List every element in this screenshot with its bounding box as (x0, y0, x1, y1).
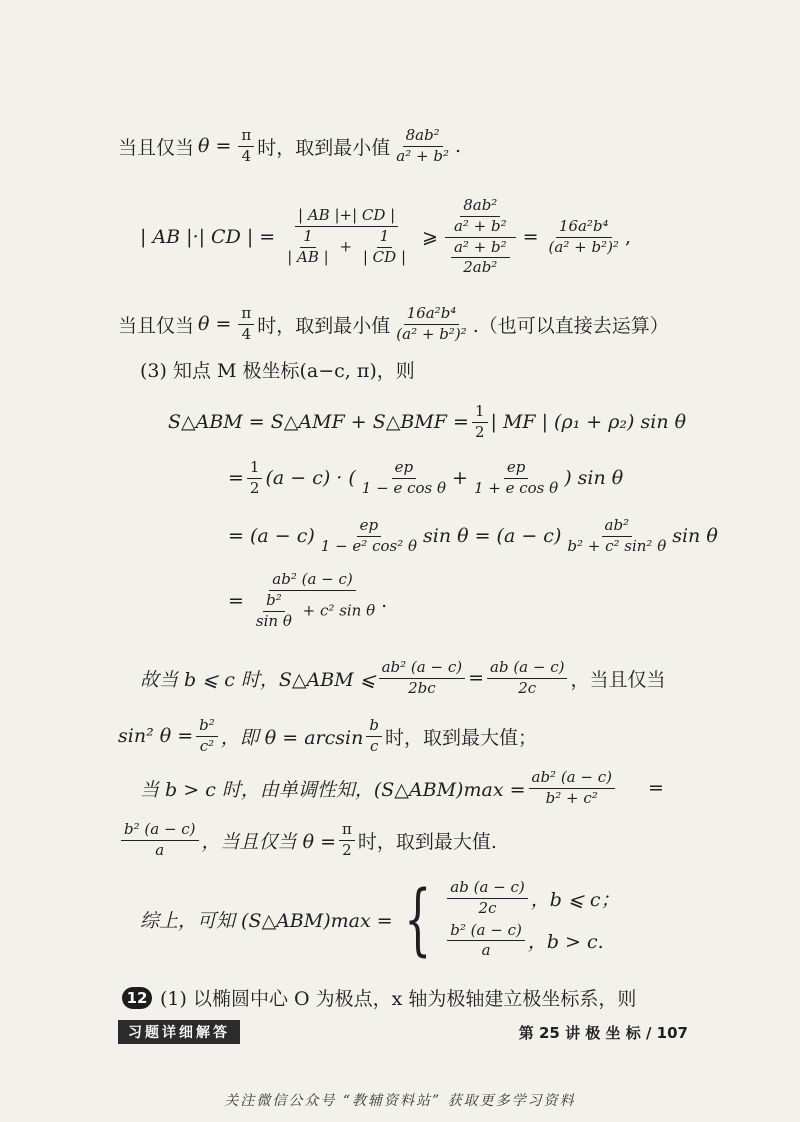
text: 时，取到最大值. (357, 830, 497, 853)
fraction (121, 822, 199, 859)
text: 当且仅当 (118, 136, 195, 159)
math: + c² sin θ (302, 601, 376, 619)
fraction-compound (445, 198, 516, 276)
denominator (247, 591, 378, 630)
denominator: 2 (249, 478, 260, 497)
numerator: 8ab² (403, 128, 443, 147)
footer-page-info: 第 25 讲 极 坐 标 / 107 (518, 1024, 688, 1042)
denominator: a² + b² (453, 216, 507, 235)
fraction (393, 128, 452, 165)
numerator: 1 (377, 229, 393, 248)
denominator: c (369, 736, 379, 755)
numerator: π (238, 306, 254, 325)
fraction-big (278, 208, 415, 265)
text: (3) 知点 M 极坐标(a−c, π)，则 (140, 360, 415, 382)
fraction-pi-2 (339, 822, 355, 859)
numerator: b (366, 718, 382, 737)
line-11 (140, 770, 664, 807)
fraction (196, 718, 218, 755)
math: ，即 θ = arcsin (220, 726, 364, 749)
line-10 (118, 718, 537, 755)
numerator: ab (a − c) (487, 660, 567, 679)
fraction (359, 460, 449, 497)
fraction (447, 880, 527, 917)
fraction (318, 518, 420, 555)
denominator: a² + b² (396, 146, 449, 165)
fraction (487, 660, 567, 697)
numerator: ep (357, 518, 381, 537)
fraction (451, 237, 510, 277)
denominator: a (155, 840, 165, 859)
problem-number-badge: 12 (122, 987, 152, 1009)
numerator: b² (263, 593, 285, 612)
fraction (451, 198, 510, 235)
plus: + (339, 237, 353, 256)
equals: = (522, 226, 539, 248)
fraction-half (472, 404, 488, 441)
text: .（也可以直接去运算） (472, 314, 669, 337)
plus: + (452, 467, 468, 490)
watermark-text: 关注微信公众号 “教辅资料站” 获取更多学习资料 (224, 1093, 576, 1109)
denominator: 2c (478, 898, 497, 917)
numerator: b² (a − c) (447, 923, 525, 942)
text: ，当且仅当 (570, 668, 666, 691)
denominator: (a² + b²)² (548, 237, 619, 256)
numerator: π (339, 822, 355, 841)
math: (a − c) · ( (265, 467, 356, 490)
fraction (366, 718, 382, 755)
numerator: ab² (a − c) (529, 770, 615, 789)
math: sin θ (672, 525, 718, 548)
text: 时，取到最小值 (257, 136, 391, 159)
denominator: 2 (342, 840, 352, 859)
denominator: (a² + b²)² (396, 324, 467, 343)
geq: ⩾ (422, 226, 438, 248)
math: S△ABM = S△AMF + S△BMF = (168, 411, 469, 434)
fraction (360, 229, 409, 266)
denominator: | AB | (287, 247, 329, 266)
math: ) sin θ (564, 467, 624, 490)
numerator: 16a²b⁴ (404, 306, 460, 325)
fraction-pi-4 (238, 306, 254, 343)
text: 时，取到最小值 (257, 314, 391, 337)
text: . (454, 135, 462, 158)
numerator: ab² (602, 518, 633, 537)
fraction (284, 229, 332, 266)
denominator: 4 (241, 146, 252, 165)
numerator: ab (a − c) (447, 880, 527, 899)
numerator: 1 (247, 460, 263, 479)
numerator: b² (a − c) (121, 822, 199, 841)
fraction (379, 660, 465, 697)
math: sin θ = (a − c) (423, 525, 562, 548)
math: | MF | (ρ₁ + ρ₂) sin θ (490, 411, 687, 434)
fraction (546, 216, 622, 256)
line-9 (140, 660, 666, 697)
fraction (253, 590, 295, 630)
text: 当且仅当 (118, 314, 195, 337)
text: (1) 以椭圆中心 O 为极点，x 轴为极轴建立极坐标系，则 (160, 988, 637, 1010)
equals: = (647, 777, 664, 800)
math: θ = (198, 135, 232, 158)
numerator: ep (392, 460, 416, 479)
fraction (393, 306, 469, 343)
denominator: b² + c² sin² θ (567, 536, 667, 555)
equals: = (228, 467, 244, 490)
fraction-pi-4 (238, 128, 254, 165)
text: 时，取到最大值； (384, 726, 537, 749)
math: θ = (198, 313, 232, 336)
text: . (381, 589, 388, 612)
denominator: 1 − e² cos² θ (320, 536, 418, 555)
numerator: 1 (472, 404, 488, 423)
text: , (624, 226, 631, 248)
case-list (444, 880, 619, 959)
fraction-compound (247, 572, 378, 629)
condition: ，b ⩽ c； (530, 888, 620, 911)
left-brace: { (403, 874, 432, 965)
numerator: a² + b² (451, 240, 510, 259)
numerator: 16a²b⁴ (556, 219, 612, 238)
numerator: b² (196, 718, 218, 737)
denominator: c² (199, 736, 215, 755)
line-12 (118, 822, 497, 859)
fraction (471, 460, 561, 497)
denominator (278, 227, 415, 266)
line-3 (118, 306, 669, 343)
numerator: 8ab² (460, 198, 500, 217)
line-8 (228, 572, 387, 629)
denominator: | CD | (362, 247, 407, 266)
denominator: 1 − e cos θ (361, 478, 447, 497)
line-7 (228, 518, 718, 555)
line-6 (228, 460, 623, 497)
numerator: | AB |+| CD | (295, 208, 398, 227)
line-14 (122, 984, 636, 1011)
fraction (564, 518, 669, 555)
case-2 (444, 920, 619, 960)
line-2 (140, 198, 631, 276)
condition: ，b > c. (527, 931, 604, 954)
math: = (a − c) (228, 525, 315, 548)
fraction (447, 920, 525, 960)
denominator: 2 (474, 422, 485, 441)
numerator: ep (504, 460, 528, 479)
denominator: a (481, 941, 491, 960)
numerator: 1 (300, 229, 316, 248)
denominator: 2bc (408, 678, 436, 697)
math: ，当且仅当 θ = (201, 830, 336, 853)
numerator: ab² (a − c) (379, 660, 465, 679)
math: sin² θ = (118, 725, 194, 748)
math: 当 b > c 时，由单调性知，(S△ABM)max = (140, 778, 526, 801)
denominator (445, 238, 516, 277)
denominator: b² + c² (545, 788, 598, 807)
numerator: ab² (a − c) (269, 572, 355, 591)
denominator: sin θ (255, 611, 292, 630)
math: 综上，可知 (S△ABM)max = (140, 910, 393, 932)
denominator: 2c (518, 678, 537, 697)
numerator: π (238, 128, 254, 147)
numerator (445, 198, 516, 238)
line-5 (168, 404, 686, 441)
denominator: 1 + e cos θ (473, 478, 559, 497)
denominator: 2ab² (463, 258, 498, 277)
equals: = (228, 589, 244, 612)
fraction (529, 770, 615, 807)
cases (393, 874, 620, 965)
line-13 (140, 874, 620, 965)
math: 故当 b ⩽ c 时，S△ABM ⩽ (140, 668, 376, 691)
fraction-half (247, 460, 263, 497)
case-1 (444, 880, 619, 917)
math: | AB |·| CD | = (140, 226, 276, 248)
line-4 (140, 356, 415, 383)
denominator: 4 (241, 324, 252, 343)
footer-section-label: 习题详细解答 (118, 1020, 240, 1044)
equals: = (468, 667, 485, 690)
line-1 (118, 128, 461, 165)
